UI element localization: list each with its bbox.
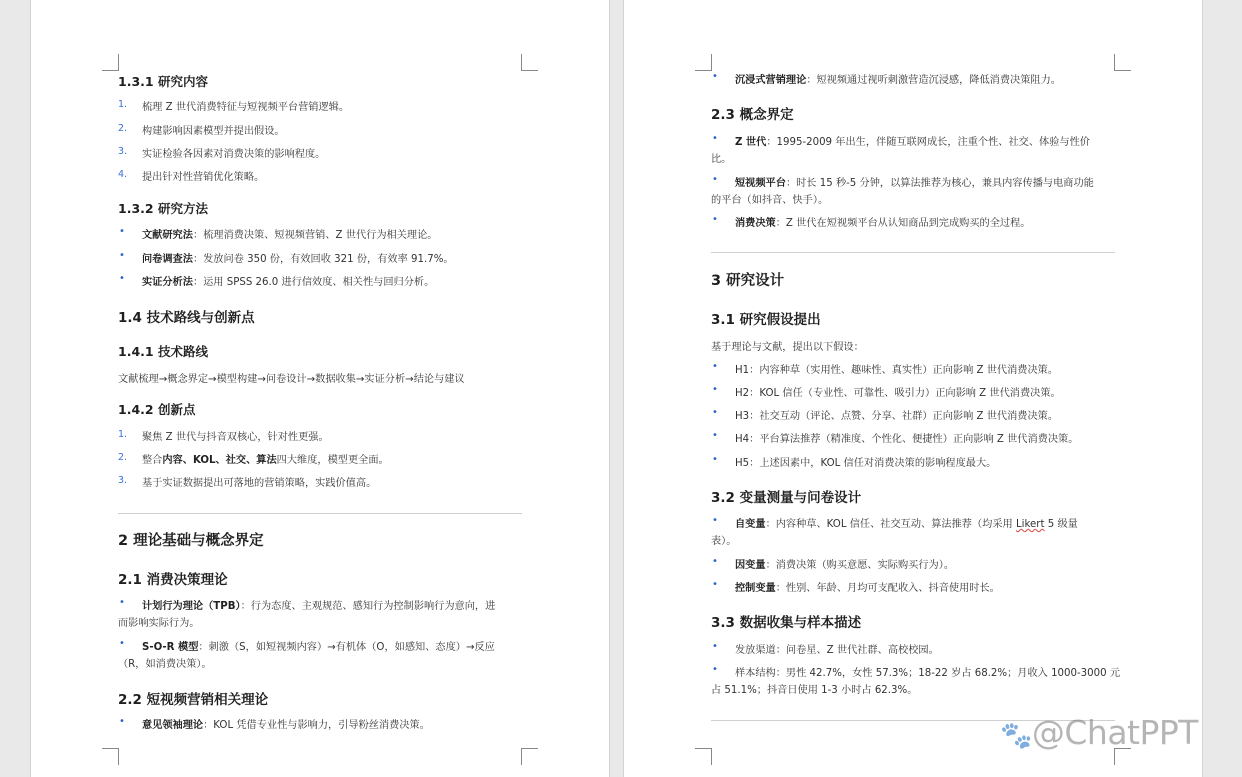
list-item: Z 世代：1995-2009 年出生，伴随互联网成长，注重个性、社交、体验与性价	[735, 137, 1090, 148]
margin-mark-bottom-left	[102, 748, 119, 765]
list-item: 因变量：消费决策（购买意愿、实际购买行为）。	[735, 560, 955, 571]
list-number: 3.	[118, 475, 128, 486]
list-item: 实证分析法：运用 SPSS 26.0 进行信效度、相关性与回归分析。	[142, 277, 435, 288]
paw-icon: 🐾	[1000, 721, 1032, 751]
heading-2-1: 2.1 消费决策理论	[118, 572, 228, 588]
list-number: 4.	[118, 169, 128, 180]
heading-3: 3 研究设计	[711, 273, 785, 289]
bullet: •	[712, 430, 718, 441]
heading-1-4-1: 1.4.1 技术路线	[118, 344, 208, 359]
margin-mark-bottom-left	[695, 748, 712, 765]
heading-2: 2 理论基础与概念界定	[118, 533, 264, 549]
heading-3-1: 3.1 研究假设提出	[711, 312, 821, 328]
hypothesis-item: H4：平台算法推荐（精准度、个性化、便捷性）正向影响 Z 世代消费决策。	[735, 434, 1079, 445]
list-item: 基于实证数据提出可落地的营销策略，实践价值高。	[142, 478, 377, 489]
margin-mark-top-left	[102, 54, 119, 71]
heading-1-4: 1.4 技术路线与创新点	[118, 310, 255, 326]
list-item: 发放渠道：问卷星、Z 世代社群、高校校园。	[735, 645, 939, 656]
heading-2-3: 2.3 概念界定	[711, 107, 794, 123]
heading-3-3: 3.3 数据收集与样本描述	[711, 615, 862, 631]
bullet: •	[119, 597, 125, 608]
heading-2-2: 2.2 短视频营销相关理论	[118, 692, 269, 708]
bullet: •	[712, 556, 718, 567]
list-item-continued: 的平台（如抖音、快手）。	[711, 195, 829, 206]
bullet: •	[712, 214, 718, 225]
list-item: 问卷调查法：发放问卷 350 份，有效回收 321 份，有效率 91.7%。	[142, 254, 454, 265]
list-item-continued: 比。	[711, 154, 732, 165]
heading-1-4-2: 1.4.2 创新点	[118, 402, 196, 417]
list-item-continued: 而影响实际行为。	[118, 618, 200, 629]
bullet: •	[119, 716, 125, 727]
list-item: 意见领袖理论：KOL 凭借专业性与影响力，引导粉丝消费决策。	[142, 720, 430, 731]
list-item: 提出针对性营销优化策略。	[142, 172, 265, 183]
list-item-continued: 表）。	[711, 536, 737, 547]
bullet: •	[712, 407, 718, 418]
bullet: •	[119, 638, 125, 649]
margin-mark-top-right	[1114, 54, 1131, 71]
list-number: 1.	[118, 429, 128, 440]
hypothesis-item: H2：KOL 信任（专业性、可靠性、吸引力）正向影响 Z 世代消费决策。	[735, 388, 1061, 399]
margin-mark-top-left	[695, 54, 712, 71]
list-item: 自变量：内容种草、KOL 信任、社交互动、算法推荐（均采用 Likert 5 级量	[735, 519, 1078, 530]
heading-1-3-2: 1.3.2 研究方法	[118, 201, 208, 216]
technical-route-text: 文献梳理→概念界定→模型构建→问卷设计→数据收集→实证分析→结论与建议	[118, 374, 465, 385]
list-item-continued: （R，如消费决策）。	[118, 659, 212, 670]
heading-3-2: 3.2 变量测量与问卷设计	[711, 490, 862, 506]
bullet: •	[712, 454, 718, 465]
bullet: •	[712, 71, 718, 82]
hypothesis-item: H3：社交互动（评论、点赞、分享、社群）正向影响 Z 世代消费决策。	[735, 411, 1059, 422]
bullet: •	[712, 361, 718, 372]
list-number: 2.	[118, 123, 128, 134]
bullet: •	[119, 273, 125, 284]
bullet: •	[119, 226, 125, 237]
margin-mark-bottom-right	[521, 748, 538, 765]
list-item: 梳理 Z 世代消费特征与短视频平台营销逻辑。	[142, 102, 350, 113]
bullet: •	[712, 664, 718, 675]
bullet: •	[119, 250, 125, 261]
list-number: 3.	[118, 146, 128, 157]
list-item: 文献研究法：梳理消费决策、短视频营销、Z 世代行为相关理论。	[142, 230, 438, 241]
bullet: •	[712, 384, 718, 395]
bullet: •	[712, 515, 718, 526]
list-item: 消费决策：Z 世代在短视频平台从认知商品到完成购买的全过程。	[735, 218, 1031, 229]
chatppt-watermark: 🐾@ChatPPT	[1000, 713, 1198, 752]
list-item: S-O-R 模型：刺激（S，如短视频内容）→有机体（O，如感知、态度）→反应	[142, 642, 495, 653]
list-item: 短视频平台：时长 15 秒-5 分钟，以算法推荐为核心，兼具内容传播与电商功能	[735, 178, 1094, 189]
margin-mark-top-right	[521, 54, 538, 71]
list-item: 聚焦 Z 世代与抖音双核心，针对性更强。	[142, 432, 329, 443]
list-item: 实证检验各因素对消费决策的影响程度。	[142, 149, 326, 160]
hypothesis-item: H5：上述因素中，KOL 信任对消费决策的影响程度最大。	[735, 458, 997, 469]
bullet: •	[712, 641, 718, 652]
bullet: •	[712, 174, 718, 185]
list-item: 整合内容、KOL、社交、算法四大维度，模型更全面。	[142, 455, 389, 466]
section-divider	[711, 252, 1115, 253]
list-number: 1.	[118, 99, 128, 110]
list-item: 样本结构：男性 42.7%，女性 57.3%；18-22 岁占 68.2%；月收入 1000-3000 元	[735, 668, 1121, 679]
heading-1-3-1: 1.3.1 研究内容	[118, 74, 208, 89]
list-item: 控制变量：性别、年龄、月均可支配收入、抖音使用时长。	[735, 583, 1000, 594]
list-item-continued: 占 51.1%；抖音日使用 1-3 小时占 62.3%。	[711, 685, 918, 696]
paragraph: 基于理论与文献，提出以下假设：	[711, 342, 864, 353]
bullet: •	[712, 579, 718, 590]
hypothesis-item: H1：内容种草（实用性、趣味性、真实性）正向影响 Z 世代消费决策。	[735, 365, 1059, 376]
list-number: 2.	[118, 452, 128, 463]
bullet: •	[712, 133, 718, 144]
list-item: 构建影响因素模型并提出假设。	[142, 126, 285, 137]
list-item: 沉浸式营销理论：短视频通过视听刺激营造沉浸感，降低消费决策阻力。	[735, 75, 1061, 86]
section-divider	[118, 513, 522, 514]
list-item: 计划行为理论（TPB）：行为态度、主观规范、感知行为控制影响行为意向，进	[142, 601, 496, 612]
